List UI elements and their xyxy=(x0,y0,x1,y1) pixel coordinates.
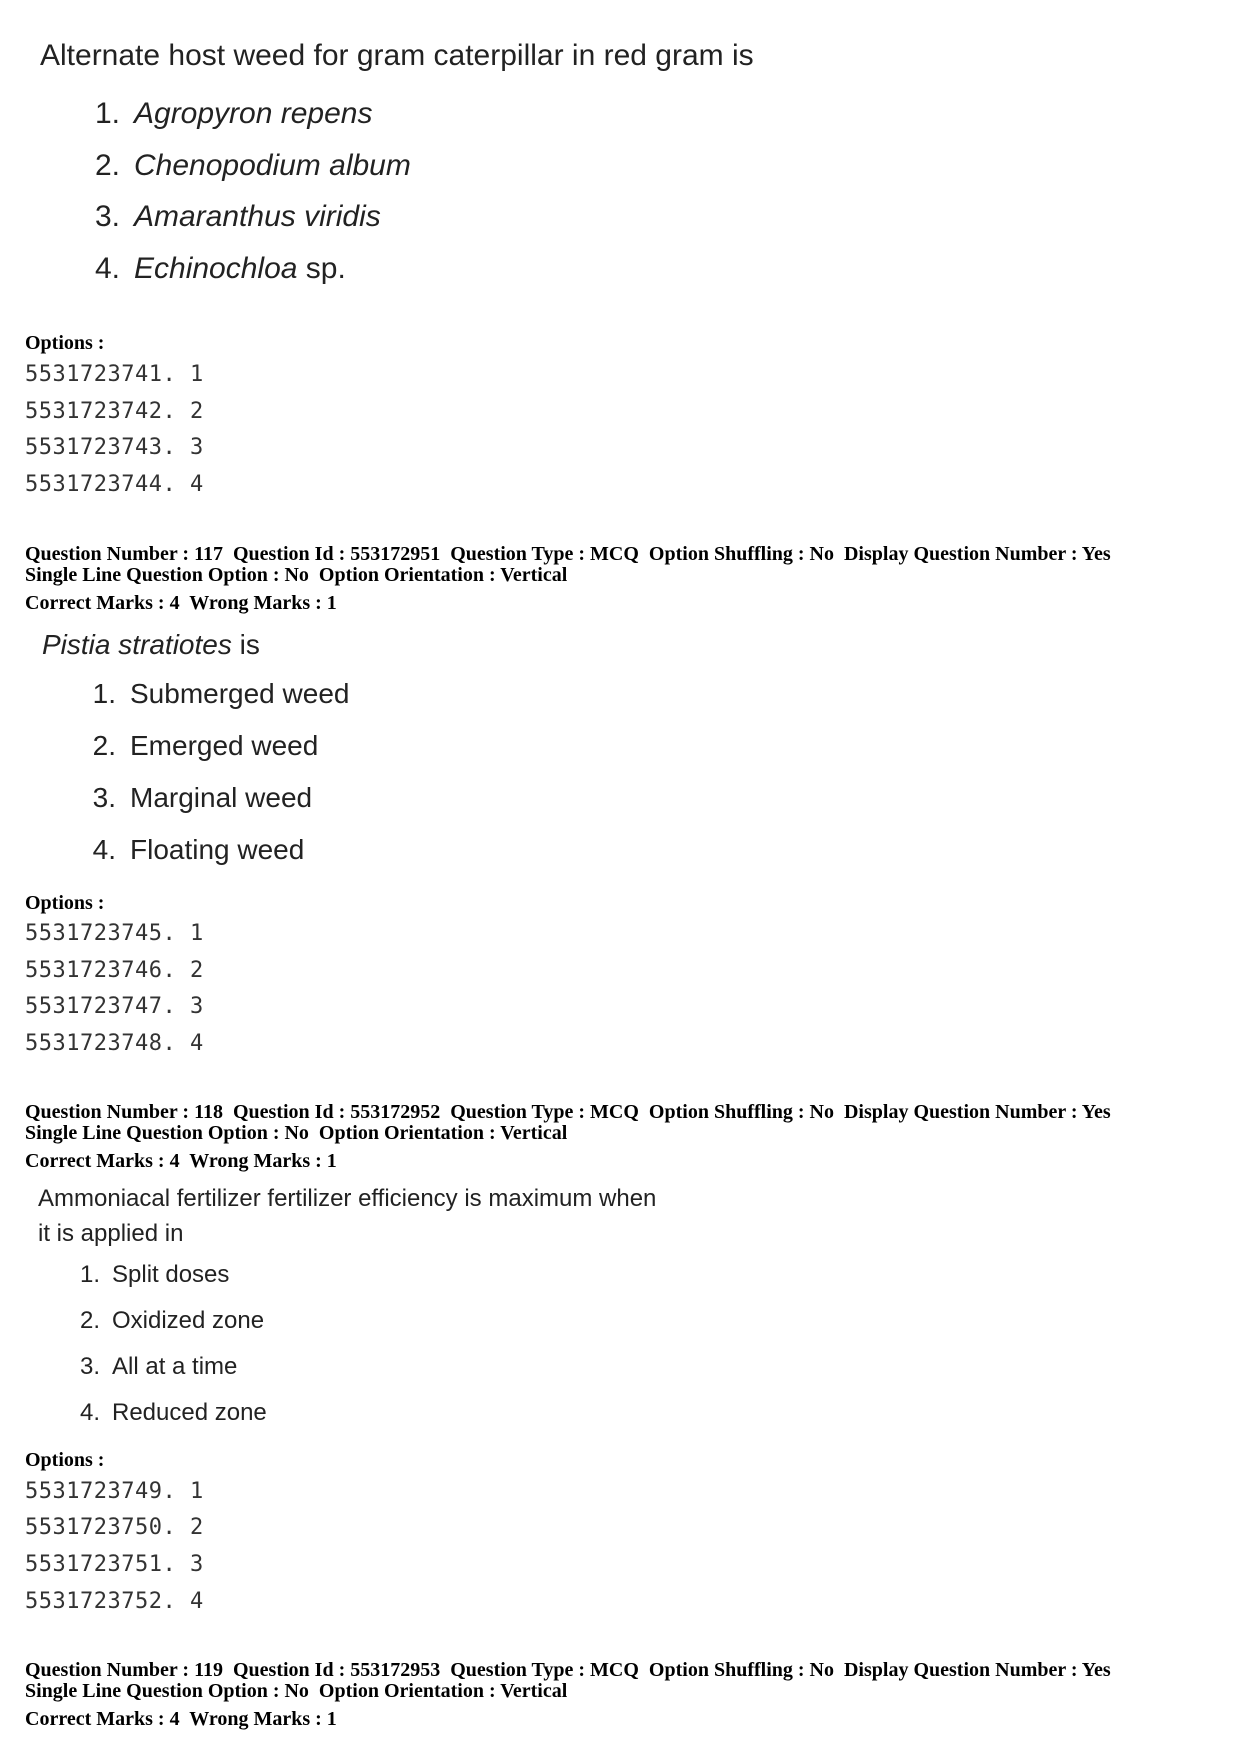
options-label: Options : xyxy=(25,892,105,914)
option-id: 5531723746. 2 xyxy=(25,958,204,983)
choice-text: Agropyron repens xyxy=(134,97,373,130)
choice-1 xyxy=(74,678,349,710)
question-118-image xyxy=(38,1182,656,1252)
option-id: 5531723751. 3 xyxy=(25,1552,204,1577)
question-meta-line: Single Line Question Option : No Option Orientation : Vertical xyxy=(25,564,568,586)
choice-number: 3. xyxy=(92,782,116,813)
question-meta-line: Question Number : 119 Question Id : 553172953 Question Type : MCQ Option Shuffling : No Display Question Number : Yes xyxy=(25,1659,1111,1681)
question-text: Alternate host weed for gram caterpillar in red gram is xyxy=(40,39,754,72)
choice-number: 1. xyxy=(94,97,120,130)
question-meta-line: Question Number : 117 Question Id : 553172951 Question Type : MCQ Option Shuffling : No Display Question Number : Yes xyxy=(25,543,1111,565)
choice-3 xyxy=(74,782,312,814)
choice-number: 1. xyxy=(79,1261,100,1288)
question-text-rest: is xyxy=(231,629,260,660)
choice-text: All at a time xyxy=(112,1353,238,1380)
choice-number: 3. xyxy=(79,1353,100,1380)
choice-number: 3. xyxy=(94,200,120,233)
options-label: Options : xyxy=(25,1449,105,1471)
choice-number: 4. xyxy=(94,252,120,285)
option-id: 5531723750. 2 xyxy=(25,1515,204,1540)
option-id: 5531723747. 3 xyxy=(25,994,204,1019)
choice-text: Submerged weed xyxy=(130,678,350,709)
choice-1 xyxy=(66,1261,229,1289)
question-meta-line: Single Line Question Option : No Option Orientation : Vertical xyxy=(25,1680,568,1702)
choice-4 xyxy=(78,252,346,286)
choice-text: Oxidized zone xyxy=(112,1307,265,1334)
choice-number: 4. xyxy=(92,834,116,865)
choice-text: Echinochloa xyxy=(134,252,298,285)
choice-4 xyxy=(66,1399,267,1427)
question-meta-line: Question Number : 118 Question Id : 553172952 Question Type : MCQ Option Shuffling : No Display Question Number : Yes xyxy=(25,1101,1111,1123)
choice-number: 4. xyxy=(79,1399,100,1426)
marks-line: Correct Marks : 4 Wrong Marks : 1 xyxy=(25,1150,337,1172)
options-label: Options : xyxy=(25,332,105,354)
choice-text: Split doses xyxy=(112,1261,230,1288)
choice-text: Marginal weed xyxy=(130,782,313,813)
option-id: 5531723745. 1 xyxy=(25,921,204,946)
choice-number: 2. xyxy=(92,730,116,761)
choice-2 xyxy=(78,149,411,183)
choice-3 xyxy=(66,1353,237,1381)
option-id: 5531723744. 4 xyxy=(25,472,204,497)
choice-number: 2. xyxy=(79,1307,100,1334)
option-id: 5531723741. 1 xyxy=(25,362,204,387)
choice-number: 2. xyxy=(94,149,120,182)
choice-2 xyxy=(66,1307,264,1335)
question-117-image xyxy=(42,628,260,662)
question-text-line: it is applied in xyxy=(38,1219,184,1247)
choice-text: Chenopodium album xyxy=(134,149,411,182)
question-text xyxy=(42,628,260,662)
choice-1 xyxy=(78,97,372,131)
choice-text: Emerged weed xyxy=(130,730,319,761)
choice-text-suffix: sp. xyxy=(297,252,346,285)
option-id: 5531723743. 3 xyxy=(25,435,204,460)
option-id: 5531723752. 4 xyxy=(25,1589,204,1614)
choice-number: 1. xyxy=(92,678,116,709)
marks-line: Correct Marks : 4 Wrong Marks : 1 xyxy=(25,592,337,614)
choice-2 xyxy=(74,730,318,762)
question-meta-line: Single Line Question Option : No Option Orientation : Vertical xyxy=(25,1122,568,1144)
option-id: 5531723748. 4 xyxy=(25,1031,204,1056)
question-text-italic: Pistia stratiotes xyxy=(42,629,232,660)
marks-line: Correct Marks : 4 Wrong Marks : 1 xyxy=(25,1708,337,1730)
question-116-image xyxy=(40,38,754,74)
option-id: 5531723742. 2 xyxy=(25,399,204,424)
option-id: 5531723749. 1 xyxy=(25,1479,204,1504)
choice-4 xyxy=(74,834,304,866)
question-text-line: Ammoniacal fertilizer fertilizer efficiency is maximum when xyxy=(38,1185,657,1212)
choice-3 xyxy=(78,200,381,234)
choice-text: Floating weed xyxy=(130,834,305,865)
choice-text: Amaranthus viridis xyxy=(134,200,381,233)
choice-text: Reduced zone xyxy=(112,1399,267,1426)
